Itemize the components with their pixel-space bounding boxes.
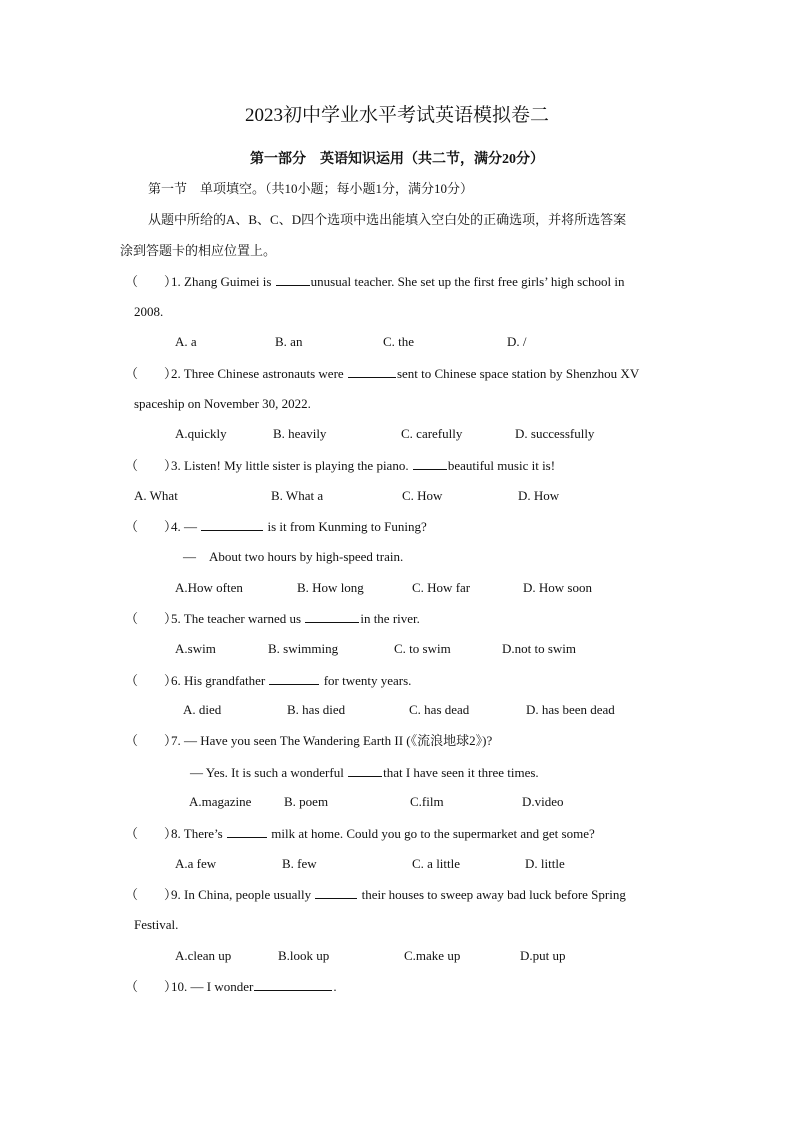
q4-option-a: A.How often xyxy=(175,580,243,595)
answer-blank xyxy=(227,824,267,838)
answer-blank xyxy=(254,977,332,991)
question-3: （ ）3. Listen! My little sister is playing the piano. beautiful music it is! xyxy=(125,458,556,473)
exam-title: 2023初中学业水平考试英语模拟卷二 xyxy=(244,105,549,126)
q7-option-a: A.magazine xyxy=(189,794,252,809)
question-7-reply: — Yes. It is such a wonderful that I have seen it three times. xyxy=(190,765,539,780)
q5-option-c: C. to swim xyxy=(394,641,451,656)
section-heading: 第一节 单项填空。（共10小题；每小题1分，满分10分） xyxy=(148,181,474,196)
question-9: （ ）9. In China, people usually their houses to sweep away bad luck before Spring xyxy=(125,887,626,902)
q8-option-c: C. a little xyxy=(412,856,461,871)
answer-blank xyxy=(201,517,263,531)
answer-blank xyxy=(348,364,396,378)
q9-option-d: D.put up xyxy=(520,948,566,963)
q3-option-b: B. What a xyxy=(271,488,324,503)
instructions-line-2: 涂到答题卡的相应位置上。 xyxy=(120,243,277,258)
question-9-continuation: Festival. xyxy=(134,917,179,932)
q9-option-a: A.clean up xyxy=(175,948,232,963)
q3-option-a: A. What xyxy=(134,488,178,503)
question-6: （ ）6. His grandfather for twenty years. xyxy=(125,673,412,688)
answer-blank xyxy=(315,885,357,899)
q6-option-c: C. has dead xyxy=(409,702,470,717)
q7-option-d: D.video xyxy=(522,794,564,809)
q4-option-c: C. How far xyxy=(412,580,471,595)
answer-blank xyxy=(269,671,319,685)
q4-option-b: B. How long xyxy=(297,580,364,595)
answer-blank xyxy=(348,763,382,777)
q5-option-b: B. swimming xyxy=(268,641,339,656)
question-1-continuation: 2008. xyxy=(134,304,164,319)
q8-option-a: A.a few xyxy=(175,856,217,871)
q6-option-d: D. has been dead xyxy=(526,702,615,717)
q8-option-d: D. little xyxy=(525,856,565,871)
q9-option-c: C.make up xyxy=(404,948,461,963)
question-8: （ ）8. There’s milk at home. Could you go to the supermarket and get some? xyxy=(125,826,595,841)
question-7: （ ）7. — Have you seen The Wandering Earth II (《流浪地球2》)? xyxy=(125,733,493,748)
q5-option-d: D.not to swim xyxy=(502,641,577,656)
q8-option-b: B. few xyxy=(282,856,317,871)
q3-option-c: C. How xyxy=(402,488,443,503)
answer-blank xyxy=(413,456,447,470)
q1-option-c: C. the xyxy=(383,334,415,349)
question-4-reply: — About two hours by high-speed train. xyxy=(183,549,404,564)
q7-option-b: B. poem xyxy=(284,794,329,809)
part-heading: 第一部分 英语知识运用（共二节，满分20分） xyxy=(250,152,544,167)
question-2-continuation: spaceship on November 30, 2022. xyxy=(134,396,311,411)
q2-option-a: A.quickly xyxy=(175,426,227,441)
question-1: （ ）1. Zhang Guimei is unusual teacher. She set up the first free girls’ high school in xyxy=(125,274,625,289)
q9-option-b: B.look up xyxy=(278,948,330,963)
answer-blank xyxy=(305,609,359,623)
question-5: （ ）5. The teacher warned us in the river. xyxy=(125,611,420,626)
q2-option-d: D. successfully xyxy=(515,426,595,441)
question-2: （ ）2. Three Chinese astronauts were sent to Chinese space station by Shenzhou XV xyxy=(125,366,640,381)
q4-option-d: D. How soon xyxy=(523,580,592,595)
q1-option-d: D. / xyxy=(507,334,527,349)
answer-paren: （ ） xyxy=(125,274,178,289)
answer-blank xyxy=(276,272,310,286)
question-4: （ ）4. — is it from Kunming to Funing? xyxy=(125,519,427,534)
q1-option-a: A. a xyxy=(175,334,197,349)
q7-option-c: C.film xyxy=(410,794,444,809)
q5-option-a: A.swim xyxy=(175,641,216,656)
q6-option-a: A. died xyxy=(183,702,222,717)
instructions-line-1: 从题中所给的A、B、C、D四个选项中选出能填入空白处的正确选项，并将所选答案 xyxy=(148,212,627,227)
q2-option-b: B. heavily xyxy=(273,426,327,441)
q3-option-d: D. How xyxy=(518,488,560,503)
question-10: （ ）10. — I wonder . xyxy=(125,979,337,994)
q2-option-c: C. carefully xyxy=(401,426,463,441)
q6-option-b: B. has died xyxy=(287,702,346,717)
q1-option-b: B. an xyxy=(275,334,303,349)
